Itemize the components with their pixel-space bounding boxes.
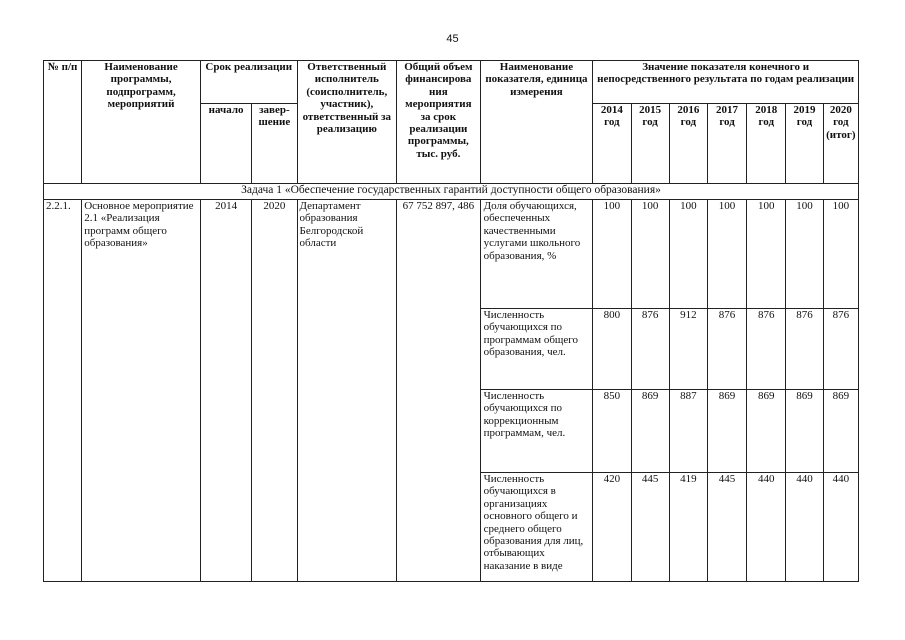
- header-term-end: завер-шение: [252, 104, 297, 184]
- indicator-value: 100: [786, 200, 823, 309]
- measure-funding: 67 752 897, 486: [397, 200, 481, 582]
- indicator-value: 419: [669, 473, 707, 582]
- indicator-value: 887: [669, 390, 707, 473]
- indicator-value: 440: [786, 473, 823, 582]
- task-title: Задача 1 «Обеспечение государственных гарантий доступности общего образования»: [44, 184, 859, 200]
- header-year-2017: 2017 год: [707, 104, 746, 184]
- indicator-name: Доля обучающихся, обеспеченных качественными услугами школьного образования, %: [480, 200, 593, 309]
- header-term-start: начало: [200, 104, 251, 184]
- indicator-value: 876: [823, 309, 858, 390]
- header-funding: Общий объем финансирова ния мероприятия за срок реализации программы, тыс. руб.: [397, 61, 481, 184]
- indicator-value: 100: [823, 200, 858, 309]
- table-row: [44, 200, 859, 309]
- indicator-value: 100: [593, 200, 631, 309]
- header-year-2018: 2018 год: [747, 104, 786, 184]
- measure-name: Основное мероприятие 2.1 «Реализация программ общего образования»: [82, 200, 201, 582]
- indicator-value: 869: [747, 390, 786, 473]
- indicator-name: Численность обучающихся по программам общего образования, чел.: [480, 309, 593, 390]
- indicator-name: Численность обучающихся в организациях основного общего и среднего общего образования для лиц, отбывающих наказание в виде: [480, 473, 593, 582]
- indicator-value: 445: [631, 473, 669, 582]
- indicator-value: 869: [707, 390, 746, 473]
- header-values-title: Значение показателя конечного и непосредственного результата по годам реализации: [593, 61, 859, 104]
- header-year-2015: 2015 год: [631, 104, 669, 184]
- indicator-value: 869: [631, 390, 669, 473]
- indicator-value: 869: [823, 390, 858, 473]
- program-table: [43, 60, 859, 582]
- indicator-value: 100: [669, 200, 707, 309]
- indicator-value: 912: [669, 309, 707, 390]
- header-name: Наименование программы, подпрограмм, мероприятий: [82, 61, 201, 184]
- indicator-value: 869: [786, 390, 823, 473]
- task-row: [44, 184, 859, 200]
- indicator-value: 800: [593, 309, 631, 390]
- header-responsible: Ответственный исполнитель (соисполнитель, участник), ответственный за реализацию: [297, 61, 397, 184]
- measure-end: 2020: [252, 200, 297, 582]
- measure-num: 2.2.1.: [44, 200, 82, 582]
- indicator-value: 445: [707, 473, 746, 582]
- header-year-2014: 2014 год: [593, 104, 631, 184]
- indicator-value: 440: [823, 473, 858, 582]
- header-term: Срок реализации: [200, 61, 297, 104]
- indicator-value: 100: [631, 200, 669, 309]
- indicator-value: 100: [747, 200, 786, 309]
- header-indicator: Наименование показателя, единица измерения: [480, 61, 593, 184]
- measure-start: 2014: [200, 200, 251, 582]
- indicator-value: 876: [707, 309, 746, 390]
- indicator-value: 850: [593, 390, 631, 473]
- header-row-1: [44, 61, 859, 104]
- indicator-value: 876: [786, 309, 823, 390]
- indicator-value: 100: [707, 200, 746, 309]
- indicator-value: 440: [747, 473, 786, 582]
- indicator-name: Численность обучающихся по коррекционным программам, чел.: [480, 390, 593, 473]
- header-year-2016: 2016 год: [669, 104, 707, 184]
- indicator-value: 876: [747, 309, 786, 390]
- header-year-2019: 2019 год: [786, 104, 823, 184]
- indicator-value: 420: [593, 473, 631, 582]
- header-num: № п/п: [44, 61, 82, 184]
- header-year-2020: 2020 год (итог): [823, 104, 858, 184]
- indicator-value: 876: [631, 309, 669, 390]
- page-number: 45: [446, 33, 459, 45]
- measure-responsible: Департамент образования Белгородской области: [297, 200, 397, 582]
